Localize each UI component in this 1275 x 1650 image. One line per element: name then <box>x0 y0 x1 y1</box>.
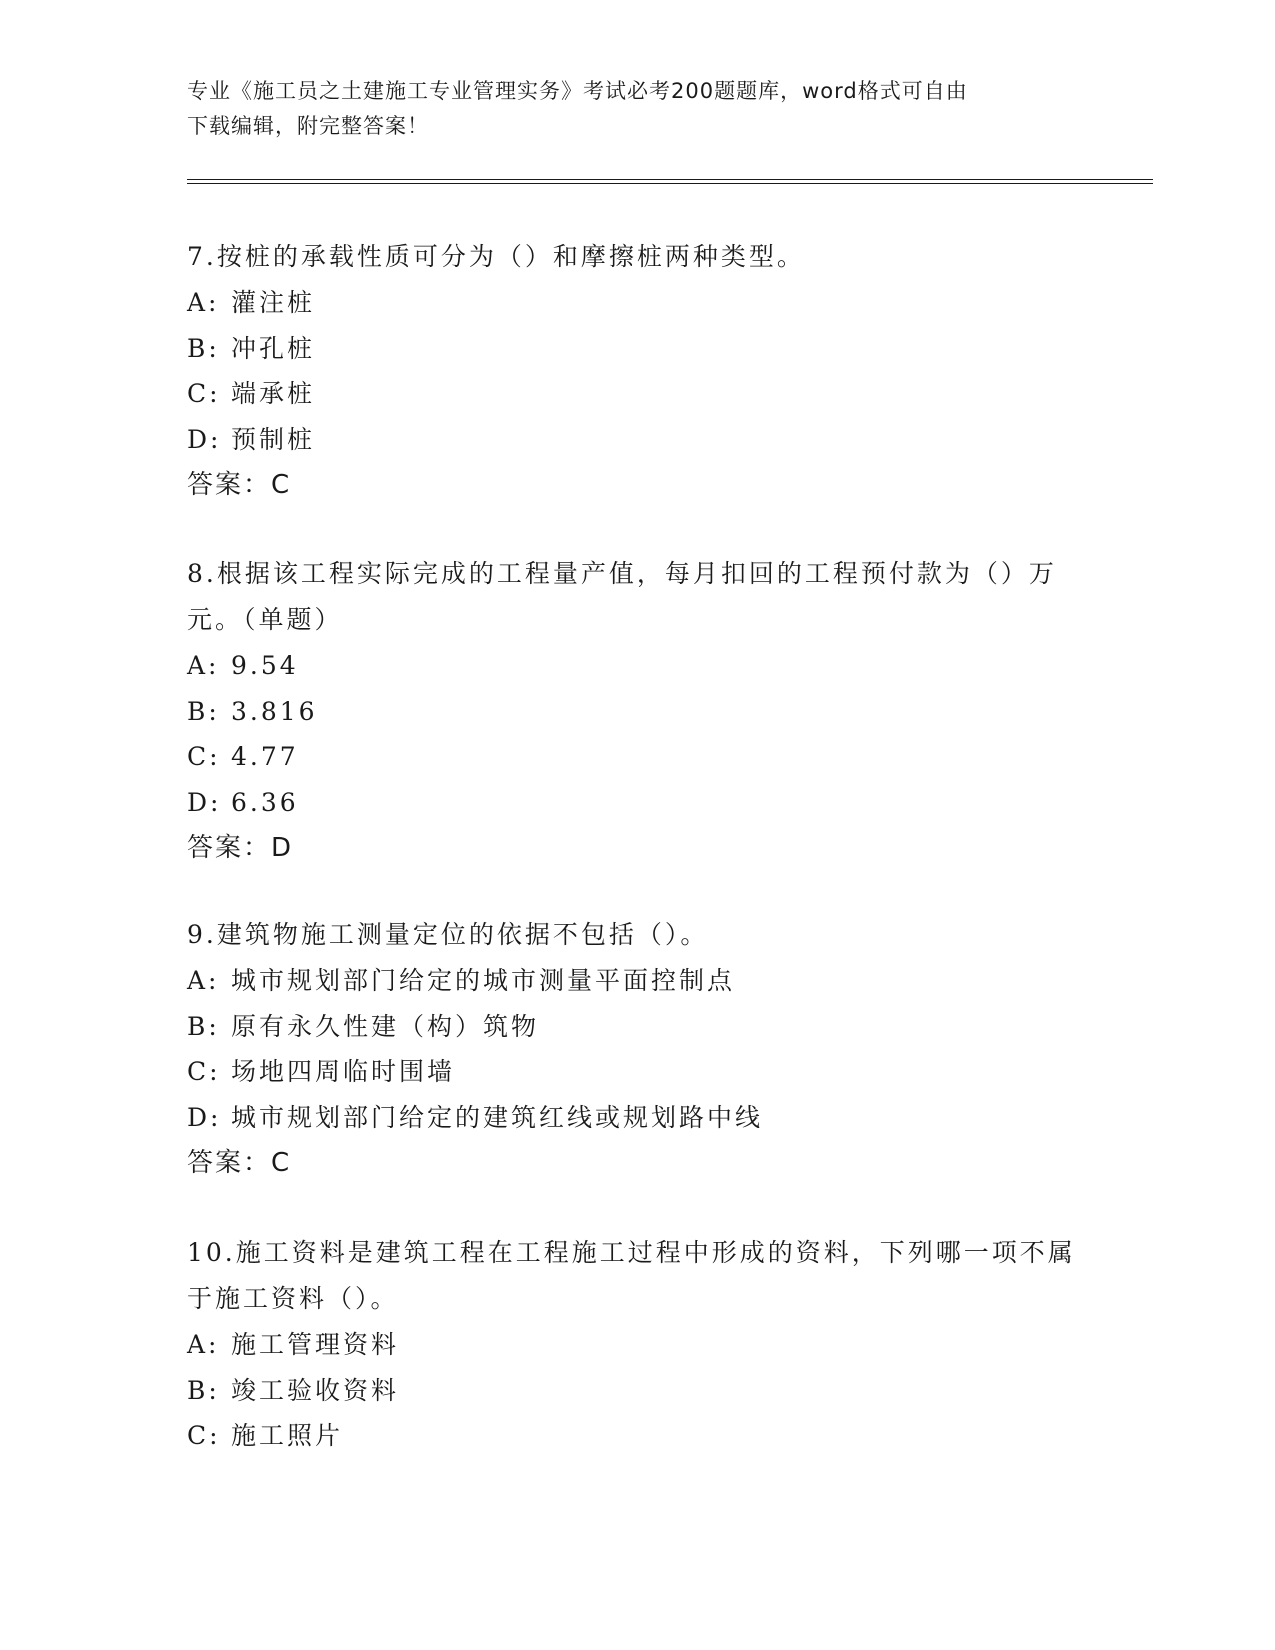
option-key: A: <box>187 966 220 995</box>
option-text: 4.77 <box>231 742 299 771</box>
option-text: 灌注桩 <box>231 288 316 317</box>
option-text: 施工管理资料 <box>231 1330 400 1359</box>
option-key: B: <box>187 1011 220 1041</box>
option-key: A: <box>187 1330 220 1359</box>
document-header <box>187 74 1087 144</box>
option-key: D: <box>187 424 222 454</box>
option-key: B: <box>187 1375 220 1405</box>
header-divider-top <box>187 179 1153 180</box>
question-text: 8.根据该工程实际完成的工程量产值，每月扣回的工程预付款为（）万元。（单题） <box>187 559 1057 634</box>
option-text: 竣工验收资料 <box>231 1375 400 1405</box>
question-7 <box>187 234 1087 508</box>
option-d <box>187 417 1087 463</box>
option-c <box>187 1413 1087 1459</box>
option-b <box>187 689 1087 735</box>
question-text: 10.施工资料是建筑工程在工程施工过程中形成的资料，下列哪一项不属于施工资料（）。 <box>187 1238 1076 1313</box>
option-key: C: <box>187 1057 221 1086</box>
question-text: 7.按桩的承载性质可分为（）和摩擦桩两种类型。 <box>187 242 805 271</box>
option-a <box>187 1322 1087 1368</box>
option-key: D: <box>187 787 222 817</box>
option-key: A: <box>187 288 220 317</box>
option-a <box>187 280 1087 326</box>
question-10 <box>187 1230 1087 1459</box>
header-line-2: 下载编辑，附完整答案！ <box>187 114 429 138</box>
option-key: C: <box>187 742 221 771</box>
option-text: 城市规划部门给定的城市测量平面控制点 <box>231 966 736 995</box>
option-text: 城市规划部门给定的建筑红线或规划路中线 <box>231 1102 764 1132</box>
option-c <box>187 734 1087 780</box>
option-key: A: <box>187 651 220 680</box>
question-text: 9.建筑物施工测量定位的依据不包括（）。 <box>187 920 709 949</box>
option-b <box>187 1004 1087 1050</box>
answer: 答案：D <box>187 833 294 863</box>
option-text: 冲孔桩 <box>231 333 316 363</box>
answer: 答案：C <box>187 470 292 500</box>
option-d <box>187 1095 1087 1141</box>
option-a <box>187 643 1087 689</box>
option-text: 施工照片 <box>231 1421 344 1450</box>
option-c <box>187 371 1087 417</box>
header-line-1: 专业《施工员之土建施工专业管理实务》考试必考200题题库，word格式可自由 <box>187 79 968 103</box>
header-divider-bottom <box>187 183 1153 184</box>
option-text: 原有永久性建（构）筑物 <box>231 1011 540 1041</box>
option-text: 预制桩 <box>231 424 316 454</box>
option-text: 6.36 <box>231 787 299 817</box>
option-key: D: <box>187 1102 222 1132</box>
option-d <box>187 780 1087 826</box>
option-text: 端承桩 <box>231 379 316 408</box>
option-a <box>187 958 1087 1004</box>
answer: 答案：C <box>187 1148 292 1178</box>
option-key: B: <box>187 333 220 363</box>
option-b <box>187 1368 1087 1414</box>
option-c <box>187 1049 1087 1095</box>
question-8 <box>187 551 1087 871</box>
option-key: C: <box>187 1421 221 1450</box>
option-key: B: <box>187 696 220 726</box>
option-b <box>187 326 1087 372</box>
option-key: C: <box>187 379 221 408</box>
question-9 <box>187 912 1087 1186</box>
option-text: 9.54 <box>231 651 299 680</box>
option-text: 3.816 <box>231 696 318 726</box>
option-text: 场地四周临时围墙 <box>231 1057 456 1086</box>
